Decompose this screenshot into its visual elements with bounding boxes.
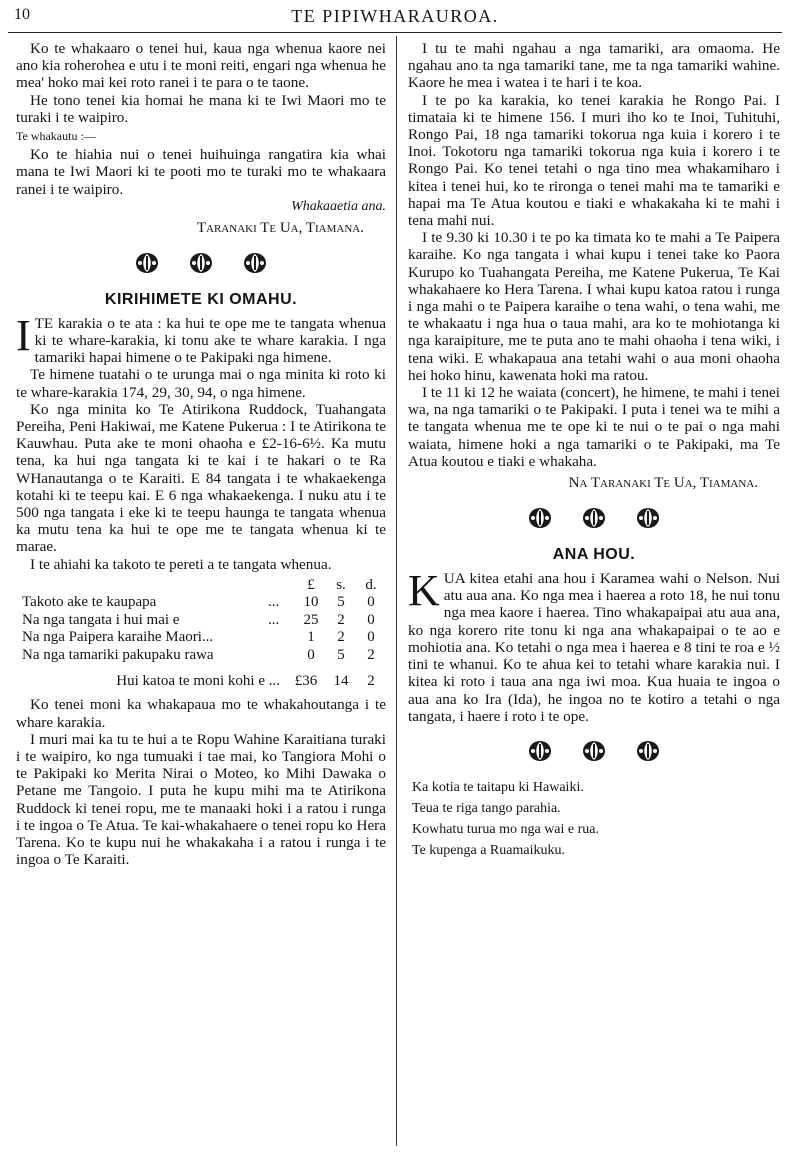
after-paragraph-2: I muri mai ka tu te hui a te Ropu Wahine Karaitiana turaki i te waipiro, ko nga tumuaki i tae mai, ko Tangiora Mohi o te Pakipaki ko Merita Nirai o Moteo, ko Mihi Dawaka o Petane me Tangoio. I puta he kupu mihi ma te Atirikona Ruddock ki tenei ropu, me te manaaki hoki i a ratou i runga i te ingoa o Te Atua. Te kai-whakahaere o tenei ropu ko Hera Tarena. Ko te kupu nui he whakakaha i a ratou i runga i te ingoa o Te Karaiti. bbox=[16, 730, 386, 869]
ornament-row bbox=[408, 506, 780, 534]
ornament-row bbox=[16, 251, 386, 279]
flower-ornament-icon bbox=[581, 739, 607, 763]
intro-paragraph-2: He tono tenei kia homai he mana ki te Iwi Maori mo te turaki i te waipiro. bbox=[16, 91, 386, 126]
kirihimete-paragraph-3: Ko nga minita ko Te Atirikona Ruddock, Tuahangata Pereiha, Peni Hakiwai, me Katene Pukerua : I te Atirikona te Kauwhau. Puta ake te moni ohaoha e £2-16-6½. Ka mutu tena, ka hui nga tangata ki te kai i te hakari o te Ra WHanautanga o te Karaiti. E 84 tangata i te whakaekenga kotahi ki te teepu kai. E 6 nga whakaekenga. I nuku atu i te 500 nga tangata i eke ki te teepu haunga te tangata whenua ka mutu tena ka hui te ope me te tangata whenua ki te marae. bbox=[16, 400, 386, 556]
row-pounds: 25 bbox=[303, 611, 319, 628]
column-divider bbox=[396, 36, 397, 1146]
poem-line: Kowhatu turua mo nga wai e rua. bbox=[412, 821, 599, 837]
total-row bbox=[16, 672, 386, 690]
running-title: TE PIPIWHARAUROA. bbox=[291, 6, 499, 26]
row-pounds: 10 bbox=[303, 594, 319, 611]
table-row bbox=[16, 647, 386, 665]
after-paragraph-1: Ko tenei moni ka whakapaua mo te whakahoutanga i te whare karakia. bbox=[16, 696, 386, 731]
ornament-row bbox=[408, 739, 780, 767]
table-row bbox=[16, 612, 386, 630]
flower-ornament-icon bbox=[581, 506, 607, 530]
table-row bbox=[16, 629, 386, 647]
poem-line: Teua te riga tango parahia. bbox=[412, 800, 561, 816]
whakautu-label: Te whakautu :— bbox=[16, 129, 96, 144]
row-pence: 0 bbox=[367, 629, 375, 646]
right-paragraph-3: I te 9.30 ki 10.30 i te po ka timata ko te mahi a Te Paipera karaihe. Ko nga tangata i whai kupu i tenei take ko Paora Kurupo ko Tuahangata Pereiha, me Katene Pukerua, Te Kai whakahaere ko Hera Tarena. I whai kupu katoa ratou i runga i nga mahi o te Paipera karaihe o tena wahi, o tena wahi, me te whakaatu i nga hua o taua mahi, ara ko te mohiotanga ki nga karaipiture, me te puta ano te mahi ohaoha i tena wiki, i tena wiki. E whakapaua ana tetahi wahi o aua moni ohaoha hei hoko hinu, kawenata hoki ma ratou. bbox=[408, 229, 780, 384]
flower-ornament-icon bbox=[134, 251, 160, 275]
drop-cap: I bbox=[16, 310, 31, 360]
row-dots: ... bbox=[268, 594, 280, 611]
poem-line: Te kupenga a Ruamaikuku. bbox=[412, 842, 565, 858]
signature: Taranaki Te Ua, Tiamana. bbox=[196, 219, 364, 236]
left-column bbox=[16, 40, 386, 868]
pounds-header: £ bbox=[307, 576, 315, 593]
flower-ornament-icon bbox=[635, 506, 661, 530]
flower-ornament-icon bbox=[242, 251, 268, 275]
drop-cap: K bbox=[408, 566, 440, 616]
page-header bbox=[8, 2, 782, 33]
right-paragraph-4: I te 11 ki 12 he waiata (concert), he himene, te mahi i tenei wa, na nga tamariki o te Pakipaki. I puta i tenei wa te mihi a te tangata whenua me te ope ki te nui o te pai o nga mahi waiata, himene hoki a nga tamariki o te Pakipaki, ma Te Atua koutou e tiaki e whakaha. bbox=[408, 384, 780, 470]
whakaaetia-line: Whakaaetia ana. bbox=[291, 198, 386, 214]
row-label: Na nga tamariki pakupaku rawa bbox=[22, 646, 214, 663]
right-paragraph-2: I te po ka karakia, ko tenei karakia he Rongo Pai. I timataia ki te himene 156. I muri iho ko te Inoi, Tuhituhi, Rongo Pai, 18 nga tamariki tokorua nga kuia i korero i te Inoi. Tokotoru nga tamariki tokorua nga kuia i korero i te Rongo Pai. Ko tenei tetahi o nga tino mea whakamiharo i kitea i tenei hui, ko te rironga o tenei mahi ma te tamariki e hapai ma Te Atua koutou e tiaki e whakakaha ki te mahi i tena mahi nui. bbox=[408, 91, 780, 230]
row-label: Takoto ake te kaupapa bbox=[22, 594, 157, 611]
total-shillings: 14 bbox=[333, 673, 349, 690]
flower-ornament-icon bbox=[527, 506, 553, 530]
ana-hou-paragraph: UA kitea etahi ana hou i Karamea wahi o Nelson. Nui atu aua ana. Ko nga mea i haerea a roto 18, he nui tonu nga mea kaore i haerea. Tino whakapaipai atu aua ana, ko nga korero rite tonu ki nga ana whakapaipai o te ao e mohiotia ana. Ko tetahi o nga mea i haerea e 8 tini te roa e ½ tini te whanui. Ko te ahua kei to tetahi whare karakia nui. I kitea ki roto i taua ana nga iwi moa. Kua huaia te ingoa o aua ana ko Ira (Ida), he ingoa no te kotiro a tetahi o nga tangata, i haere i roto i te ope. bbox=[408, 570, 780, 725]
collection-total bbox=[16, 672, 386, 690]
total-pence: 2 bbox=[367, 673, 375, 690]
right-paragraph-1: I tu te mahi ngahau a nga tamariki, ara omaoma. He ngahau ano ta nga tamariki tane, me ta nga tamariki wahine. Kaore he mea i watea i te hari i te koa. bbox=[408, 40, 780, 92]
row-dots: ... bbox=[268, 611, 280, 628]
row-shillings: 5 bbox=[337, 646, 345, 663]
resolution-paragraph: Ko te hiahia nui o tenei huihuinga rangatira kia whai mana te Iwi Maori ki te pooti mo te turaki mo te whakaara ranei i te waipiro. bbox=[16, 146, 386, 198]
row-label: Na nga Paipera karaihe Maori... bbox=[22, 629, 214, 646]
row-pence: 0 bbox=[367, 611, 375, 628]
table-header-row bbox=[16, 577, 386, 595]
flower-ornament-icon bbox=[188, 251, 214, 275]
section-title-ana-hou: ANA HOU. bbox=[552, 546, 636, 564]
intro-paragraph-1: Ko te whakaaro o tenei hui, kaua nga whenua kaore nei ano kia roherohea e utu i te moni reiti, engari nga whenua he mea' hoko mai kei roto ranei i te para o te taone. bbox=[16, 40, 386, 92]
row-pounds: 0 bbox=[307, 646, 315, 663]
row-pounds: 1 bbox=[307, 629, 315, 646]
flower-ornament-icon bbox=[635, 739, 661, 763]
kirihimete-paragraph-4: I te ahiahi ka takoto te pereti a te tangata whenua. bbox=[30, 555, 332, 573]
row-shillings: 2 bbox=[337, 611, 345, 628]
total-pounds: £36 bbox=[294, 673, 318, 690]
collection-table bbox=[16, 577, 386, 665]
flower-ornament-icon bbox=[527, 739, 553, 763]
page-number: 10 bbox=[14, 6, 30, 23]
kirihimete-paragraph-1: TE karakia o te ata : ka hui te ope me te tangata whenua ki te whare-karakia, ki tonu ake te whare karakia. I nga tamariki hapai himene o te Pakipaki nga himene. bbox=[34, 314, 386, 367]
row-shillings: 5 bbox=[337, 594, 345, 611]
row-pence: 2 bbox=[367, 646, 375, 663]
row-pence: 0 bbox=[367, 594, 375, 611]
shillings-header: s. bbox=[336, 576, 346, 593]
row-shillings: 2 bbox=[337, 629, 345, 646]
total-label: Hui katoa te moni kohi e ... bbox=[116, 673, 280, 690]
table-row bbox=[16, 594, 386, 612]
section-title-kirihimete: KIRIHIMETE KI OMAHU. bbox=[104, 290, 298, 308]
right-column bbox=[408, 40, 780, 861]
row-label: Na nga tangata i hui mai e bbox=[22, 611, 180, 628]
kirihimete-paragraph-2: Te himene tuatahi o te urunga mai o nga minita ki roto ki te whare-karakia 174, 29, 30, 94, o nga himene. bbox=[16, 366, 386, 401]
pence-header: d. bbox=[365, 576, 377, 593]
poem-line: Ka kotia te taitapu ki Hawaiki. bbox=[412, 779, 584, 795]
right-signature: Na Taranaki Te Ua, Tiamana. bbox=[568, 475, 758, 492]
